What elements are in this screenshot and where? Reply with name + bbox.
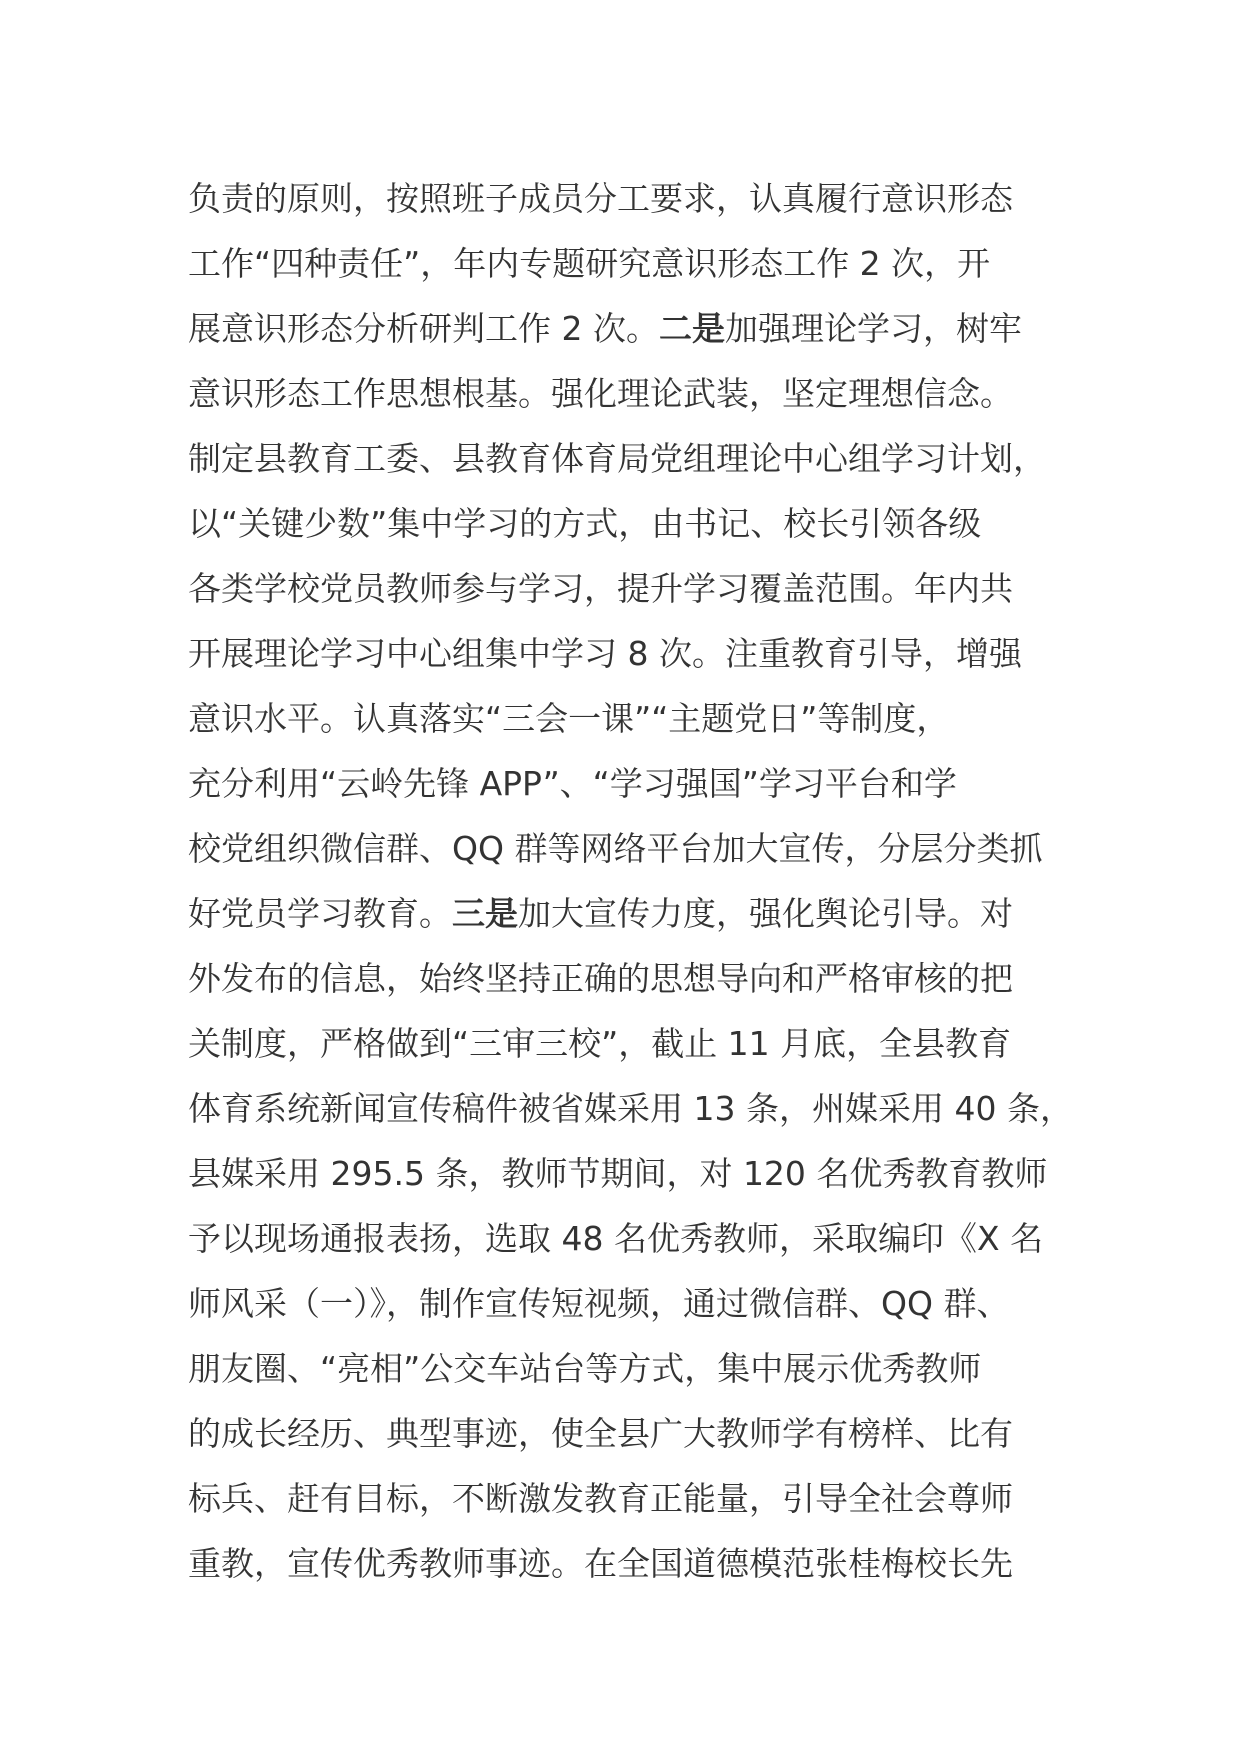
- line-text: 开展理论学习中心组集中学习 8 次。注重教育引导，增强: [188, 634, 1022, 673]
- line-text: 好党员学习教育。: [188, 894, 452, 933]
- line-text: 外发布的信息，始终坚持正确的思想导向和严格审核的把: [188, 959, 1013, 998]
- text-line: [188, 231, 1068, 296]
- line-text: 加强理论学习，树牢: [724, 309, 1022, 348]
- text-line: [188, 751, 1068, 816]
- line-text: 标兵、赶有目标，不断激发教育正能量，引导全社会尊师: [188, 1479, 1013, 1518]
- line-text: 展意识形态分析研判工作 2 次。: [188, 309, 659, 348]
- line-text: 朋友圈、“亮相”公交车站台等方式，集中展示优秀教师: [188, 1349, 982, 1388]
- line-text: 制定县教育工委、县教育体育局党组理论中心组学习计划，: [188, 439, 1046, 478]
- text-line: [188, 816, 1068, 881]
- text-line: [188, 1336, 1068, 1401]
- text-line: [188, 166, 1068, 231]
- text-line: [188, 1466, 1068, 1531]
- text-line: [188, 1141, 1068, 1206]
- text-line: [188, 1011, 1068, 1076]
- line-text: 各类学校党员教师参与学习，提升学习覆盖范围。年内共: [188, 569, 1013, 608]
- line-text: 体育系统新闻宣传稿件被省媒采用 13 条，州媒采用 40 条，: [188, 1089, 1073, 1128]
- line-text: 意识水平。认真落实“三会一课”“主题党日”等制度，: [188, 699, 950, 738]
- line-text: 校党组织微信群、QQ 群等网络平台加大宣传，分层分类抓: [188, 829, 1043, 868]
- line-text: 加大宣传力度，强化舆论引导。对: [518, 894, 1013, 933]
- line-text: 关制度，严格做到“三审三校”，截止 11 月底，全县教育: [188, 1024, 1012, 1063]
- emphasis-text: 三是: [452, 894, 518, 933]
- text-line: [188, 686, 1068, 751]
- text-line: [188, 1531, 1068, 1596]
- text-line: [188, 1206, 1068, 1271]
- body-text: [188, 166, 1073, 1596]
- line-text: 工作“四种责任”，年内专题研究意识形态工作 2 次，开: [188, 244, 991, 283]
- text-line: [188, 1076, 1073, 1141]
- text-line: [188, 491, 1068, 556]
- line-text: 以“关键少数”集中学习的方式，由书记、校长引领各级: [188, 504, 982, 543]
- line-text: 充分利用“云岭先锋 APP”、“学习强国”学习平台和学: [188, 764, 957, 803]
- line-text: 予以现场通报表扬，选取 48 名优秀教师，采取编印《X 名: [188, 1219, 1044, 1258]
- line-text: 县媒采用 295.5 条，教师节期间，对 120 名优秀教育教师: [188, 1154, 1048, 1193]
- line-text: 意识形态工作思想根基。强化理论武装，坚定理想信念。: [188, 374, 1013, 413]
- text-line: [188, 1401, 1068, 1466]
- line-text: 师风采（一）》，制作宣传短视频，通过微信群、QQ 群、: [188, 1284, 1010, 1323]
- text-line: [188, 361, 1068, 426]
- emphasis-text: 二是: [658, 309, 725, 348]
- text-line: [188, 881, 1068, 946]
- text-line: [188, 1271, 1068, 1336]
- text-line: [188, 426, 1068, 491]
- line-text: 重教，宣传优秀教师事迹。在全国道德模范张桂梅校长先: [188, 1544, 1013, 1583]
- text-line: [188, 296, 1068, 361]
- line-text: 负责的原则，按照班子成员分工要求，认真履行意识形态: [188, 179, 1013, 218]
- text-line: [188, 946, 1068, 1011]
- text-line: [188, 621, 1068, 686]
- line-text: 的成长经历、典型事迹，使全县广大教师学有榜样、比有: [188, 1414, 1013, 1453]
- text-line: [188, 556, 1068, 621]
